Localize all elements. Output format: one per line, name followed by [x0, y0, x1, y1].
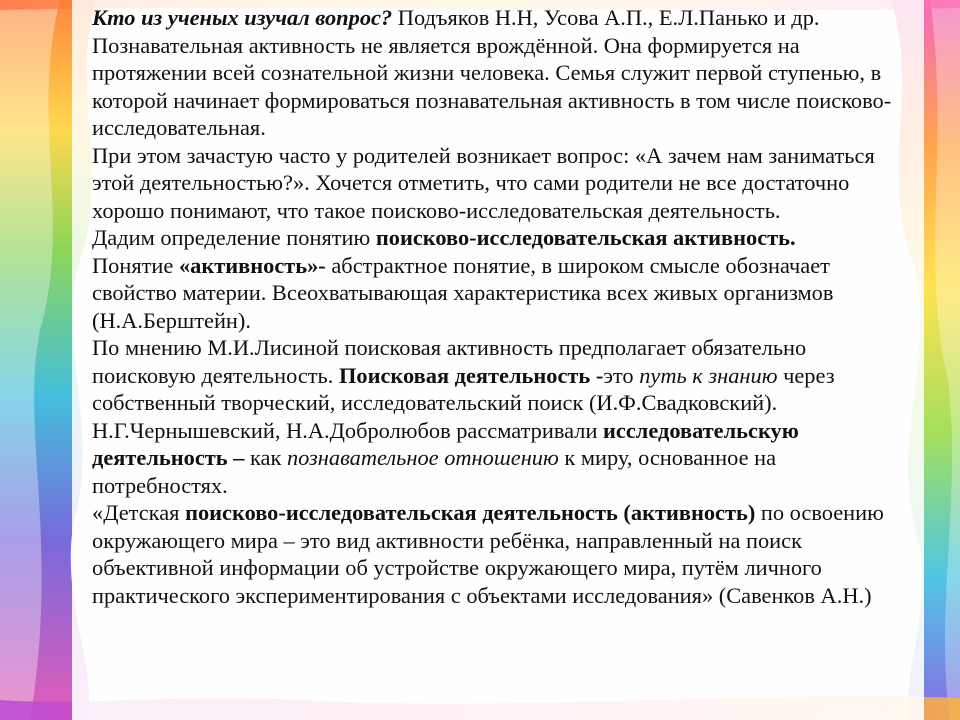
bold-term: Поисковая деятельность - [338, 362, 604, 388]
paragraph-text: как [244, 445, 287, 470]
paragraph-text: Дадим определение понятию [92, 225, 376, 250]
paragraph-text: это [603, 362, 640, 388]
paragraph-text: Понятие [92, 252, 179, 278]
paragraph-definition-intro [92, 224, 904, 252]
bold-term: исследовательскую деятельность – [92, 417, 799, 470]
paragraph-researchers [92, 4, 904, 142]
paragraph-activity-concept [92, 252, 904, 335]
italic-phrase: познавательное отношению [286, 445, 559, 470]
paragraph-text: «Детская [92, 500, 186, 525]
question-heading: Кто из ученых изучал вопрос? [92, 5, 393, 30]
paragraph-text: абстрактное понятие, в широком смысле обозначает свойство материи. Всеохватывающая характеристика всех живых организмов (Н.А.Берштейн). [92, 252, 834, 333]
paragraph-text: по освоению окружающего мира – это вид активности ребёнка, направленный на поиск объективной информации об устройстве окружающего мира, путём личного практического экспериментирования с объектами исследования» (Савенков А.Н.) [92, 500, 884, 608]
bold-term: «активность»- [178, 252, 326, 278]
bold-term: поисково-исследовательская активность. [375, 225, 796, 250]
slide-body [92, 4, 904, 609]
bold-term: поисково-исследовательская деятельность (активность) [185, 500, 756, 525]
italic-phrase: путь к знанию [639, 362, 778, 388]
paragraph-text: Н.Г.Чернышевский, Н.А.Добролюбов рассматривали [92, 417, 604, 443]
paragraph-text: через собственный творческий, исследовательский поиск (И.Ф.Свадковский). [92, 362, 835, 415]
paragraph-savenkov-quote [92, 499, 904, 609]
paragraph-text: При этом зачастую часто у родителей возникает вопрос: «А зачем нам заниматься этой деятельностью?». Хочется отметить, что сами родители не все достаточно хорошо понимают, что такое поисково-исследовательская деятельность. [92, 142, 875, 223]
paragraph-lisina [92, 334, 904, 417]
paragraph-chernyshevsky [92, 417, 904, 500]
paragraph-text: По мнению М.И.Лисиной поисковая активность предполагает обязательно поисковую деятельность. [92, 335, 807, 388]
paragraph-parents-question [92, 142, 904, 225]
paragraph-text: к миру, основанное на потребностях. [92, 445, 777, 498]
paragraph-text: Подъяков Н.Н, Усова А.П., Е.Л.Панько и др. Познавательная активность не является врождённой. Она формируется на протяжении всей сознательной жизни человека. Семья служит первой ступенью, в которой начинает формироваться познавательная активность в том числе поисково-исследовательная. [92, 5, 892, 140]
